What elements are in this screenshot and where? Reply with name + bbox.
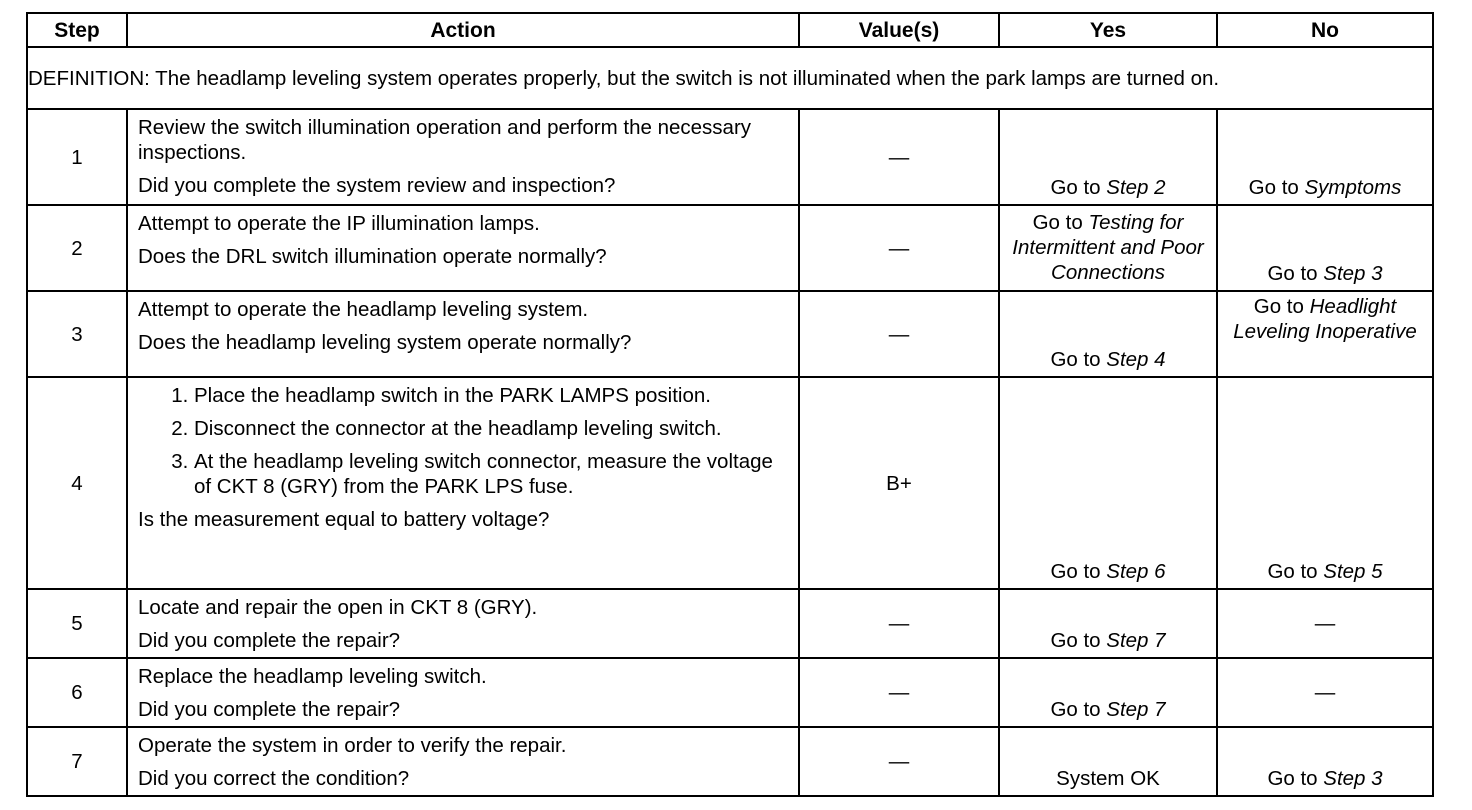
no-cell: [1217, 109, 1433, 205]
yes-prefix: Go to: [1050, 560, 1107, 583]
action-text: Review the switch illumination operation and perform the necessary inspections.: [138, 116, 752, 164]
yes-prefix: Go to: [1050, 698, 1107, 721]
no-cell: [1217, 727, 1433, 796]
yes-prefix: Go to: [1032, 211, 1089, 234]
step-number: 4: [27, 377, 127, 589]
header-action: Action: [127, 13, 799, 47]
value-cell: —: [799, 205, 999, 291]
value-cell: —: [799, 589, 999, 658]
action-cell: [127, 377, 799, 589]
table-row: [27, 291, 1433, 377]
yes-prefix: Go to: [1050, 348, 1107, 371]
action-question: Did you complete the system review and inspection?: [138, 174, 616, 197]
table-row: [27, 109, 1433, 205]
action-text: Replace the headlamp leveling switch.: [138, 665, 487, 688]
action-cell: [127, 109, 799, 205]
yes-link[interactable]: Testing for Intermittent and Poor Connections: [1012, 211, 1204, 284]
definition-text: DEFINITION: The headlamp leveling system operates properly, but the switch is not illuminated when the park lamps are turned on.: [27, 47, 1433, 109]
step-number: 6: [27, 658, 127, 727]
no-prefix: Go to: [1253, 295, 1310, 318]
header-values: Value(s): [799, 13, 999, 47]
substep-list: [138, 383, 790, 499]
value-cell: —: [799, 727, 999, 796]
yes-cell: [999, 377, 1217, 589]
no-cell: [1217, 205, 1433, 291]
yes-link[interactable]: Step 6: [1106, 560, 1166, 583]
action-text: Locate and repair the open in CKT 8 (GRY).: [138, 596, 538, 619]
action-question: Is the measurement equal to battery voltage?: [138, 508, 550, 531]
no-prefix: Go to: [1248, 176, 1305, 199]
action-cell: [127, 658, 799, 727]
step-number: 3: [27, 291, 127, 377]
no-link[interactable]: Step 3: [1323, 767, 1383, 790]
yes-cell: [999, 205, 1217, 291]
table-row: [27, 205, 1433, 291]
yes-prefix: Go to: [1050, 176, 1107, 199]
no-cell: [1217, 377, 1433, 589]
action-question: Does the DRL switch illumination operate normally?: [138, 245, 607, 268]
no-link[interactable]: Step 5: [1323, 560, 1383, 583]
header-step: Step: [27, 13, 127, 47]
no-link[interactable]: Step 3: [1323, 262, 1383, 285]
action-question: Did you correct the condition?: [138, 767, 410, 790]
yes-cell: System OK: [999, 727, 1217, 796]
value-cell: —: [799, 658, 999, 727]
value-cell: —: [799, 109, 999, 205]
header-yes: Yes: [999, 13, 1217, 47]
step-number: 2: [27, 205, 127, 291]
table-row: [27, 589, 1433, 658]
step-number: 7: [27, 727, 127, 796]
step-number: 1: [27, 109, 127, 205]
yes-cell: [999, 109, 1217, 205]
action-text: Attempt to operate the IP illumination lamps.: [138, 212, 540, 235]
no-prefix: Go to: [1267, 767, 1324, 790]
definition-row: [27, 47, 1433, 109]
value-cell: —: [799, 291, 999, 377]
action-cell: [127, 291, 799, 377]
no-cell: —: [1217, 589, 1433, 658]
action-question: Did you complete the repair?: [138, 698, 401, 721]
yes-cell: [999, 291, 1217, 377]
action-question: Does the headlamp leveling system operate normally?: [138, 331, 632, 354]
no-link[interactable]: Symptoms: [1304, 176, 1402, 199]
substep-item: 3. At the headlamp leveling switch connector, measure the voltage of CKT 8 (GRY) from the PARK LPS fuse.: [194, 449, 790, 499]
value-cell: B+: [799, 377, 999, 589]
yes-link[interactable]: Step 7: [1106, 698, 1166, 721]
yes-link[interactable]: Step 2: [1106, 176, 1166, 199]
no-link[interactable]: Headlight Leveling Inoperative: [1233, 295, 1417, 343]
action-question: Did you complete the repair?: [138, 629, 401, 652]
table-row: [27, 658, 1433, 727]
yes-link[interactable]: Step 4: [1106, 348, 1166, 371]
header-row: [27, 13, 1433, 47]
yes-link[interactable]: Step 7: [1106, 629, 1166, 652]
substep-item: 1. Place the headlamp switch in the PARK LAMPS position.: [194, 383, 790, 408]
step-number: 5: [27, 589, 127, 658]
action-cell: [127, 727, 799, 796]
diagnostic-table: [26, 12, 1434, 797]
no-prefix: Go to: [1267, 560, 1324, 583]
no-cell: [1217, 291, 1433, 377]
header-no: No: [1217, 13, 1433, 47]
yes-cell: [999, 658, 1217, 727]
action-cell: [127, 589, 799, 658]
table-row: [27, 377, 1433, 589]
action-text: Operate the system in order to verify the repair.: [138, 734, 567, 757]
no-prefix: Go to: [1267, 262, 1324, 285]
table-row: [27, 727, 1433, 796]
substep-item: 2. Disconnect the connector at the headlamp leveling switch.: [194, 416, 790, 441]
yes-prefix: Go to: [1050, 629, 1107, 652]
no-cell: —: [1217, 658, 1433, 727]
yes-cell: [999, 589, 1217, 658]
action-cell: [127, 205, 799, 291]
action-text: Attempt to operate the headlamp leveling system.: [138, 298, 589, 321]
